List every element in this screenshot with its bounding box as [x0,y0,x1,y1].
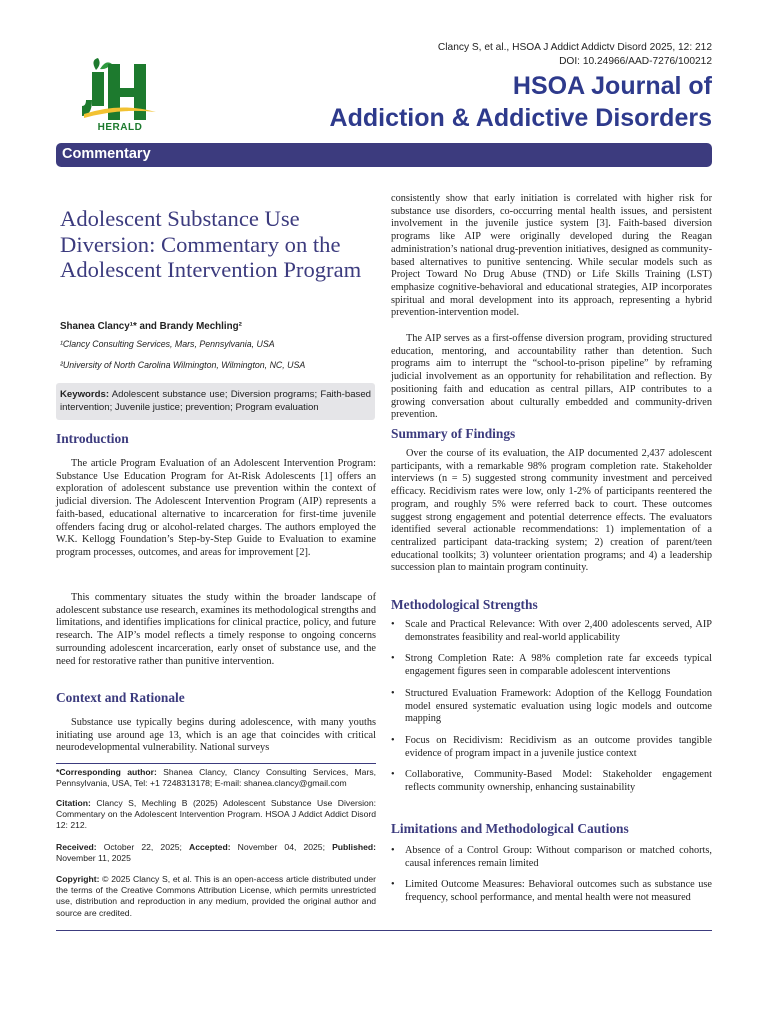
bullet: • [391,769,395,781]
keywords-label: Keywords: [60,389,110,400]
list-item [391,619,712,644]
strengths-list [391,619,712,804]
section-bar [56,143,712,167]
affiliation-2: ²University of North Carolina Wilmington, Wilmington, NC, USA [60,360,306,370]
copyright-label: Copyright: [56,874,100,884]
dates-note [56,842,376,864]
list-item [391,879,712,904]
list-item [391,735,712,760]
bullet: • [391,687,395,699]
list-item-text: Collaborative, Community-Based Model: Stakeholder engagement reflects community ownership, enhancing sustainability [405,769,712,794]
list-item-text: Structured Evaluation Framework: Adoption of the Kellogg Foundation model ensured systematic evaluation using logic models and outcome mapping [405,687,712,725]
list-item [391,845,712,870]
logo-h-bar [108,88,146,97]
bullet: • [391,879,395,891]
citation-label: Citation: [56,798,91,808]
affiliation-1: ¹Clancy Consulting Services, Mars, Pennsylvania, USA [60,339,275,349]
heading-context: Context and Rationale [56,690,185,705]
published-label: Published: [332,842,376,852]
summary-paragraph: Over the course of its evaluation, the AIP documented 2,437 adolescent participants, with a remarkable 98% program completion rate. Stakeholder interviews (n = 5) suggested strong community investment and perceived efficacy. Recidivism rates were low, only 1-2% of participants reentered the program, and roughly 5% were referred back to court. These outcomes suggest strong engagement and potential deterrence effects. The evaluators identified several actionable recommendations: 1) implementation of a centralized participant data-tracking system; 2) creation of parent/teen educational toolkits; 3) volunteer orientation programs; and 4) a leadership succession plan to maintain program continuity. [391,448,712,574]
copyright-note [56,874,376,919]
context-paragraph-1: Substance use typically begins during adolescence, with many youths initiating use around age 13, which is an age that coincides with critical neurodevelopmental vulnerability. National surveys [56,717,376,754]
logo-j-bar [92,72,104,106]
keywords-list: Adolescent substance use; Diversion programs; Faith-based intervention; Juvenile justice; prevention; Program evaluation [60,389,371,413]
received-label: Received: [56,842,97,852]
intro-paragraph-2: This commentary situates the study within the broader landscape of adolescent substance use research, examines its methodological strengths and limitations, and identifies implications for clinical practice, policy, and future research. The AIP’s model reflects a timely response to ongoing concerns surrounding adolescent incarceration, early onset of substance use, and the need for restorative rather than punitive intervention. [56,592,376,667]
published-value: November 11, 2025 [56,853,131,864]
accepted-value: November 04, 2025; [230,842,333,852]
citation-text: Clancy S, Mechling B (2025) Adolescent Substance Use Diversion: Commentary on the Adolescent Intervention Program. HSOA J Addict Addict Disord 12: 212. [56,798,376,831]
heading-summary: Summary of Findings [391,426,516,441]
page-bottom-rule [56,930,712,931]
context-paragraph-continued: consistently show that early initiation is correlated with higher risk for substance use disorders, co-occurring mental health issues, and persistent involvement in the juvenile justice system [3]. Faith-based diversion programs like AIP were originally developed during the Reagan administration’s national drug-prevention initiatives, designed as community-based alternatives to punitive sentencing. While secular models such as Project Toward No Drug Abuse (TND) or Life Skills Training (LST) emphasize cognitive-behavioral and educational strategies, AIP incorporates spiritual and moral development into its approach, representing a hybrid prevention-intervention model. [391,193,712,319]
header-citation: Clancy S, et al., HSOA J Addict Addictv Disord 2025, 12: 212 [437,42,712,53]
list-item-text: Absence of a Control Group: Without comparison or matched cohorts, causal inferences remain limited [405,845,712,869]
bullet: • [391,653,395,665]
logo-leaf-left [93,58,99,70]
list-item [391,688,712,726]
list-item-text: Strong Completion Rate: A 98% completion rate far exceeds typical engagement figures seen in comparable adolescent interventions [405,653,712,678]
accepted-label: Accepted: [189,842,231,852]
list-item-text: Focus on Recidivism: Recidivism as an outcome provides tangible evidence of program impact in a juvenile justice context [405,734,712,759]
context-paragraph-2: The AIP serves as a first-offense diversion program, providing structured education, mentoring, and accountability rather than detention. Such programs aim to interrupt the “school-to-prison pipeline” by reframing judicial involvement as an opportunity for rehabilitation and reflection. By positioning faith and education as central pillars, AIP contributes to a growing conversation about culturally embedded and community-driven prevention. [391,333,712,421]
corresponding-author-note [56,767,376,789]
heading-introduction: Introduction [56,431,129,446]
article-title: Adolescent Substance Use Diversion: Commentary on the Adolescent Intervention Program [60,206,362,282]
list-item-text: Limited Outcome Measures: Behavioral outcomes such as substance use frequency, school performance, and mental health were not measured [405,879,712,904]
corresponding-text: Shanea Clancy, Clancy Consulting Services, Mars, Pennsylvania, USA, Tel: +1 7248313178; E-mail: shanea.clancy@gmail.com [56,767,377,789]
author-list: Shanea Clancy¹* and Brandy Mechling² [60,321,242,332]
section-label: Commentary [62,146,151,162]
heading-methodological-strengths: Methodological Strengths [391,597,538,612]
journal-title-line-2: Addiction & Addictive Disorders [329,104,712,132]
limitations-list [391,845,712,914]
corresponding-label: *Corresponding author: [56,767,157,777]
copyright-text: © 2025 Clancy S, et al. This is an open-access article distributed under the terms of the Creative Commons Attribution License, which permits unrestricted use, distribution and reproduction in any medium, provided the original author and source are credited. [56,874,376,918]
footnote-divider [56,763,376,764]
received-value: October 22, 2025; [96,842,190,852]
citation-note [56,798,376,832]
bullet: • [391,734,395,746]
list-item [391,653,712,678]
bullet: • [391,845,395,856]
journal-title-line-1: HSOA Journal of [512,72,712,100]
herald-logo [80,56,160,132]
list-item-text: Scale and Practical Relevance: With over 2,400 adolescents served, AIP demonstrates feasibility and real-world applicability [405,619,712,643]
heading-limitations: Limitations and Methodological Cautions [391,821,629,836]
header-doi[interactable]: DOI: 10.24966/AAD-7276/100212 [559,56,712,67]
list-item [391,769,712,794]
keywords [60,389,371,414]
intro-paragraph-1: The article Program Evaluation of an Adolescent Intervention Program: Substance Use Education Program for At-Risk Adolescents [1] offers an exploration of adolescent substance use prevention within the context of judicial diversion. The Adolescent Intervention Program (AIP) represents a faith-based, educational alternative to incarceration for first-time juvenile offenders facing drug or alcohol-related charges. The authors employed the W.K. Kellogg Foundation’s Step-by-Step Guide to Evaluation to examine program processes, outcomes, and areas for improvement [2]. [56,458,376,558]
bullet: • [391,619,395,630]
logo-wordmark: HERALD [97,122,143,133]
